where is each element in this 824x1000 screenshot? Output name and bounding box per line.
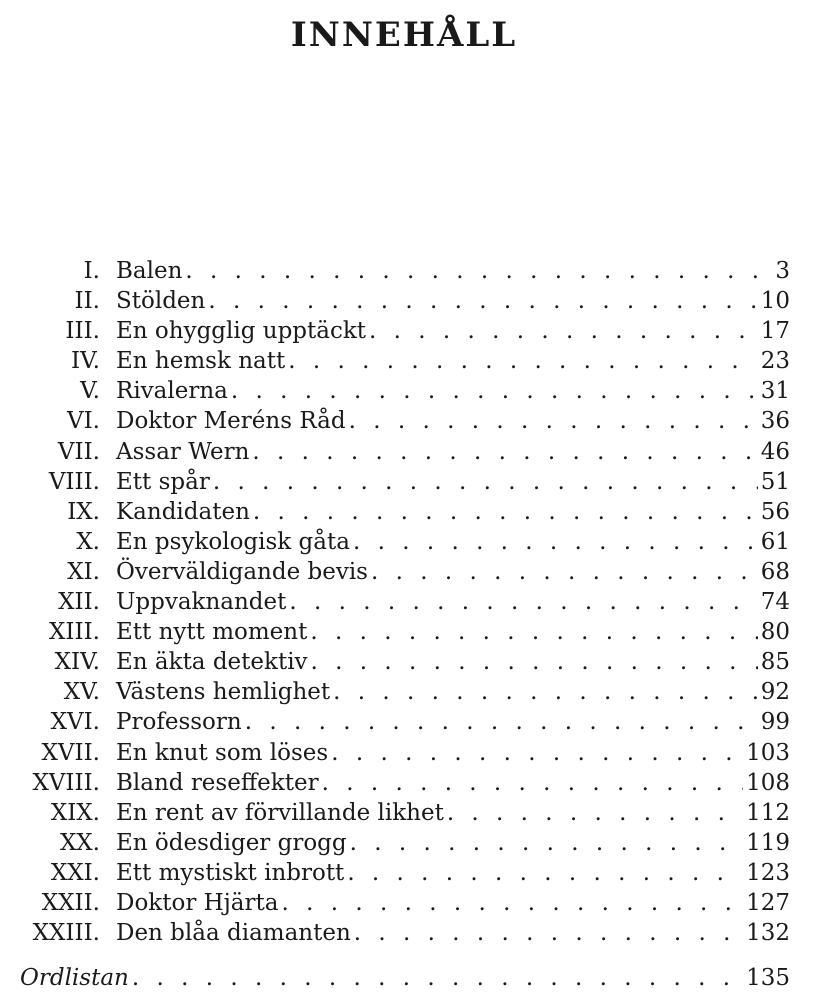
chapter-title: Professorn xyxy=(116,709,242,736)
page-number: 135 xyxy=(746,965,790,991)
dot-leader xyxy=(447,798,743,828)
page-number: 68 xyxy=(760,558,790,585)
dot-leader xyxy=(354,918,743,948)
chapter-title: En äkta detektiv xyxy=(116,649,308,676)
dot-leader xyxy=(331,738,743,768)
page-number: 99 xyxy=(760,709,790,736)
page-number: 112 xyxy=(746,799,790,826)
chapter-title: Assar Wern xyxy=(116,438,250,465)
page-number: 46 xyxy=(760,438,790,465)
toc-entry[interactable] xyxy=(0,346,790,376)
chapter-number: XI. xyxy=(67,558,100,585)
chapter-number: XVI. xyxy=(50,709,100,736)
chapter-number: XIV. xyxy=(54,649,100,676)
page-number: 56 xyxy=(760,498,790,525)
chapter-title: En psykologisk gåta xyxy=(116,528,350,555)
dot-leader xyxy=(347,858,743,888)
dot-leader xyxy=(371,557,758,587)
dot-leader xyxy=(213,467,758,497)
page-number: 51 xyxy=(760,468,790,495)
dot-leader xyxy=(132,962,743,994)
dot-leader xyxy=(288,346,758,376)
dot-leader xyxy=(349,406,758,436)
chapter-number: V. xyxy=(80,378,100,405)
chapter-number: I. xyxy=(83,258,100,284)
dot-leader xyxy=(281,888,743,918)
dot-leader xyxy=(310,617,757,647)
chapter-title: En ödesdiger grogg xyxy=(116,829,347,856)
chapter-number: IX. xyxy=(67,498,100,525)
page-number: 127 xyxy=(746,889,790,916)
chapter-title: Doktor Meréns Råd xyxy=(116,408,346,435)
page-number: 119 xyxy=(746,829,790,856)
toc-entry[interactable] xyxy=(0,376,790,406)
page-number: 103 xyxy=(746,739,790,766)
toc-entry[interactable] xyxy=(0,256,790,286)
chapter-title: Rivalerna xyxy=(116,378,228,405)
toc-entry[interactable] xyxy=(0,707,790,737)
chapter-number: XXI. xyxy=(50,859,100,886)
chapter-title: Västens hemlighet xyxy=(116,679,331,706)
page-number: 85 xyxy=(760,649,790,676)
chapter-title: Ett spår xyxy=(116,468,210,495)
table-of-contents xyxy=(0,256,790,948)
page-number: 80 xyxy=(760,619,790,646)
dot-leader xyxy=(322,768,744,798)
chapter-title: Doktor Hjärta xyxy=(116,889,279,916)
dot-leader xyxy=(253,497,758,527)
chapter-title: En hemsk natt xyxy=(116,348,286,375)
chapter-number: VII. xyxy=(57,438,100,465)
toc-entry[interactable] xyxy=(0,497,790,527)
chapter-number: XV. xyxy=(63,679,100,706)
chapter-title: Ett mystiskt inbrott xyxy=(116,859,345,886)
page-number: 92 xyxy=(760,679,790,706)
toc-entry-glossary[interactable] xyxy=(20,962,790,994)
dot-leader xyxy=(311,647,758,677)
dot-leader xyxy=(333,677,758,707)
chapter-number: XXIII. xyxy=(32,920,100,947)
page-number: 23 xyxy=(760,348,790,375)
chapter-title: Bland reseffekter xyxy=(116,769,319,796)
page-title: INNEHÅLL xyxy=(290,15,518,55)
toc-entry[interactable] xyxy=(0,286,790,316)
toc-entry[interactable] xyxy=(0,316,790,346)
chapter-number: XIX. xyxy=(50,799,100,826)
chapter-number: VIII. xyxy=(48,468,100,495)
page-number: 31 xyxy=(760,378,790,405)
chapter-number: XXII. xyxy=(41,889,100,916)
page-number: 74 xyxy=(760,589,790,616)
toc-entry[interactable] xyxy=(0,406,790,436)
chapter-title: Den blåa diamanten xyxy=(116,920,351,947)
dot-leader xyxy=(289,587,757,617)
page-number: 36 xyxy=(760,408,790,435)
chapter-number: XVIII. xyxy=(32,769,100,796)
chapter-title: Stölden xyxy=(116,288,206,315)
toc-entry[interactable] xyxy=(0,798,790,828)
dot-leader xyxy=(208,286,757,316)
chapter-number: IV. xyxy=(71,348,100,375)
toc-entry[interactable] xyxy=(0,768,790,798)
toc-entry[interactable] xyxy=(0,828,790,858)
chapter-title: En knut som löses xyxy=(116,739,329,766)
dot-leader xyxy=(252,437,757,467)
toc-entry[interactable] xyxy=(0,557,790,587)
toc-entry[interactable] xyxy=(0,918,790,948)
dot-leader xyxy=(245,707,758,737)
page-number: 132 xyxy=(746,920,790,947)
page-number: 123 xyxy=(746,859,790,886)
toc-entry[interactable] xyxy=(0,888,790,918)
dot-leader xyxy=(231,376,758,406)
dot-leader xyxy=(353,527,758,557)
toc-entry[interactable] xyxy=(0,738,790,768)
chapter-number: XX. xyxy=(59,829,100,856)
page-number: 10 xyxy=(760,288,790,315)
chapter-title: Ett nytt moment xyxy=(116,619,308,646)
toc-entry[interactable] xyxy=(0,587,790,617)
toc-entry[interactable] xyxy=(0,617,790,647)
page-number: 3 xyxy=(775,258,790,284)
chapter-number: XIII. xyxy=(49,619,100,646)
chapter-title: En ohygglig upptäckt xyxy=(116,318,367,345)
glossary-title: Ordlistan xyxy=(20,965,129,991)
chapter-number: X. xyxy=(76,528,100,555)
chapter-title: Uppvaknandet xyxy=(116,589,287,616)
chapter-title: Överväldigande bevis xyxy=(116,558,368,585)
toc-entry[interactable] xyxy=(0,527,790,557)
toc-entry[interactable] xyxy=(0,677,790,707)
chapter-number: XVII. xyxy=(41,739,100,766)
dot-leader xyxy=(369,316,758,346)
chapter-number: XII. xyxy=(58,589,100,616)
chapter-number: VI. xyxy=(66,408,100,435)
toc-entry[interactable] xyxy=(0,647,790,677)
chapter-title: En rent av förvillande likhet xyxy=(116,799,444,826)
toc-entry[interactable] xyxy=(0,467,790,497)
dot-leader xyxy=(350,828,743,858)
chapter-number: III. xyxy=(65,318,100,345)
chapter-title: Balen xyxy=(116,258,183,284)
toc-entry[interactable] xyxy=(0,858,790,888)
page-number: 17 xyxy=(760,318,790,345)
page-number: 61 xyxy=(760,528,790,555)
chapter-title: Kandidaten xyxy=(116,498,250,525)
chapter-number: II. xyxy=(74,288,100,315)
toc-entry[interactable] xyxy=(0,437,790,467)
dot-leader xyxy=(185,256,772,286)
page-number: 108 xyxy=(746,769,790,796)
